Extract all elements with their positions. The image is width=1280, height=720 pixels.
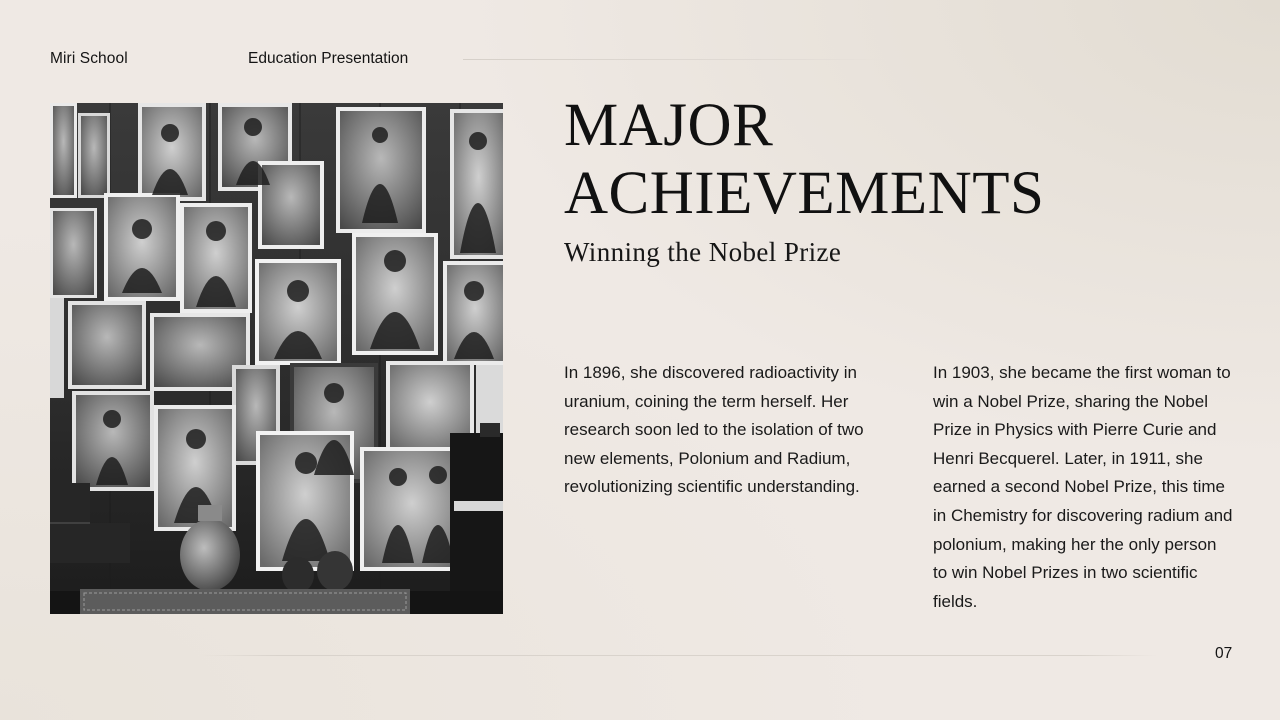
- paragraph-left: In 1896, she discovered radioactivity in uranium, coining the term herself. Her research soon led to the isolation of two new elements, Polonium and Radium, revolutionizing scientific understanding.: [564, 363, 864, 497]
- vintage-photo-collage-image: [50, 103, 503, 614]
- header-divider: [463, 59, 883, 60]
- header-school: Miri School: [50, 50, 128, 67]
- page-number: 07: [1215, 645, 1233, 662]
- slide-subtitle: Winning the Nobel Prize: [564, 237, 842, 267]
- slide-title: MAJOR ACHIEVEMENTS: [564, 92, 1045, 227]
- header-presentation-label: Education Presentation: [248, 50, 409, 67]
- paragraph-right: In 1903, she became the first woman to win a Nobel Prize, sharing the Nobel Prize in Physics with Pierre Curie and Henri Becquerel. Later, in 1911, she earned a second Nobel Prize, this time in Chemistry for discovering radium and polonium, making her the only person to win Nobel Prizes in two scientific fields.: [933, 363, 1233, 611]
- footer-divider: [200, 655, 1157, 656]
